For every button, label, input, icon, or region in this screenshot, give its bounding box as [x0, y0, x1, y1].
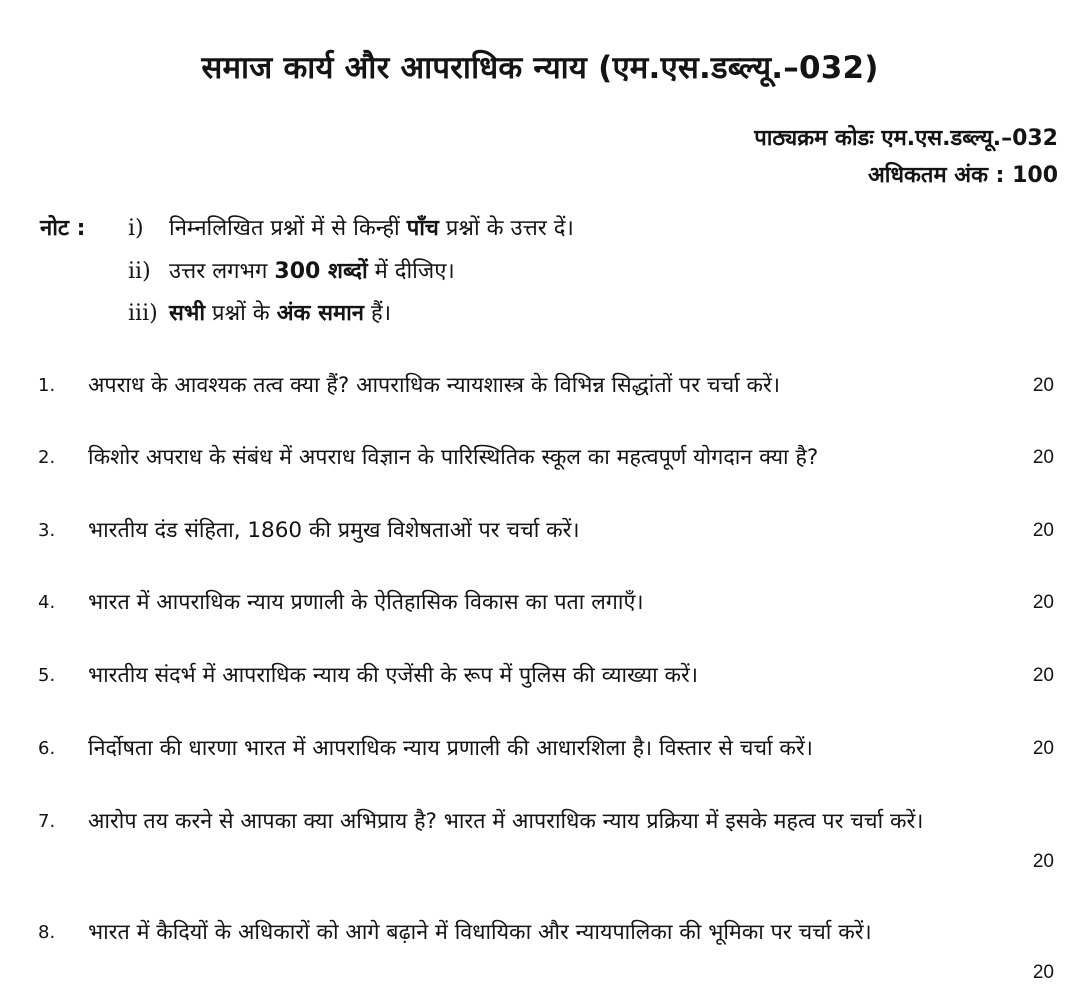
question-text: किशोर अपराध के संबंध में अपराध विज्ञान के पारिस्थितिक स्कूल का महत्वपूर्ण योगदान क्या है? [88, 445, 819, 470]
note-item-emphasis: पाँच [406, 216, 439, 241]
note-item-text: में दीजिए। [374, 259, 455, 284]
course-code: पाठ्यक्रम कोडः एम.एस.डब्ल्यू.–032 [754, 126, 1058, 151]
question-text: अपराध के आवश्यक तत्व क्या हैं? आपराधिक न्यायशास्त्र के विभिन्न सिद्धांतों पर चर्चा करें। [88, 373, 781, 398]
question-text: निर्दोषता की धारणा भारत में आपराधिक न्याय प्रणाली की आधारशिला है। विस्तार से चर्चा करें। [88, 736, 813, 761]
page-title: समाज कार्य और आपराधिक न्याय (एम.एस.डब्ल्यू.–032) [201, 50, 879, 86]
question-marks: 20 [1032, 851, 1054, 872]
question-number: 2. [38, 447, 56, 468]
note-item [128, 297, 391, 327]
question-text: भारतीय दंड संहिता, 1860 की प्रमुख विशेषताओं पर चर्चा करें। [88, 518, 580, 543]
question-number: 5. [38, 665, 56, 686]
question-number: 7. [38, 811, 56, 832]
note-item-emphasis: सभी [169, 301, 206, 326]
question-marks: 20 [1032, 738, 1054, 759]
question-number: 1. [38, 375, 56, 396]
question-text: भारतीय संदर्भ में आपराधिक न्याय की एजेंसी के रूप में पुलिस की व्याख्या करें। [88, 663, 698, 688]
note-item-text: उत्तर लगभग [169, 259, 268, 284]
note-item-text: निम्नलिखित प्रश्नों में से किन्हीं [169, 216, 400, 241]
question-number: 8. [38, 922, 56, 943]
question-number: 3. [38, 520, 56, 541]
question-marks: 20 [1032, 962, 1054, 983]
question-marks: 20 [1032, 665, 1054, 686]
question-number: 4. [38, 592, 56, 613]
note-item-number: i) [128, 216, 144, 241]
note-item [128, 212, 574, 242]
question-marks: 20 [1032, 375, 1054, 396]
question-number: 6. [38, 738, 56, 759]
question-marks: 20 [1032, 592, 1054, 613]
note-item-number: iii) [128, 301, 158, 326]
note-item [128, 255, 455, 285]
note-item-emphasis: 300 शब्दों [274, 259, 368, 284]
note-item-emphasis: अंक समान [276, 301, 365, 326]
question-marks: 20 [1032, 447, 1054, 468]
note-label: नोट : [40, 216, 86, 241]
note-item-text: प्रश्नों के उत्तर दें। [445, 216, 574, 241]
question-text: भारत में कैदियों के अधिकारों को आगे बढ़ाने में विधायिका और न्यायपालिका की भूमिका पर चर्चा करें। [88, 920, 872, 945]
max-marks: अधिकतम अंक : 100 [867, 163, 1058, 188]
note-item-text: प्रश्नों के [212, 301, 270, 326]
question-text: भारत में आपराधिक न्याय प्रणाली के ऐतिहासिक विकास का पता लगाएँ। [88, 590, 644, 615]
question-text: आरोप तय करने से आपका क्या अभिप्राय है? भारत में आपराधिक न्याय प्रक्रिया में इसके महत्व पर चर्चा करें। [88, 809, 924, 834]
note-item-number: ii) [128, 259, 151, 284]
question-marks: 20 [1032, 520, 1054, 541]
note-item-text: हैं। [371, 301, 392, 326]
